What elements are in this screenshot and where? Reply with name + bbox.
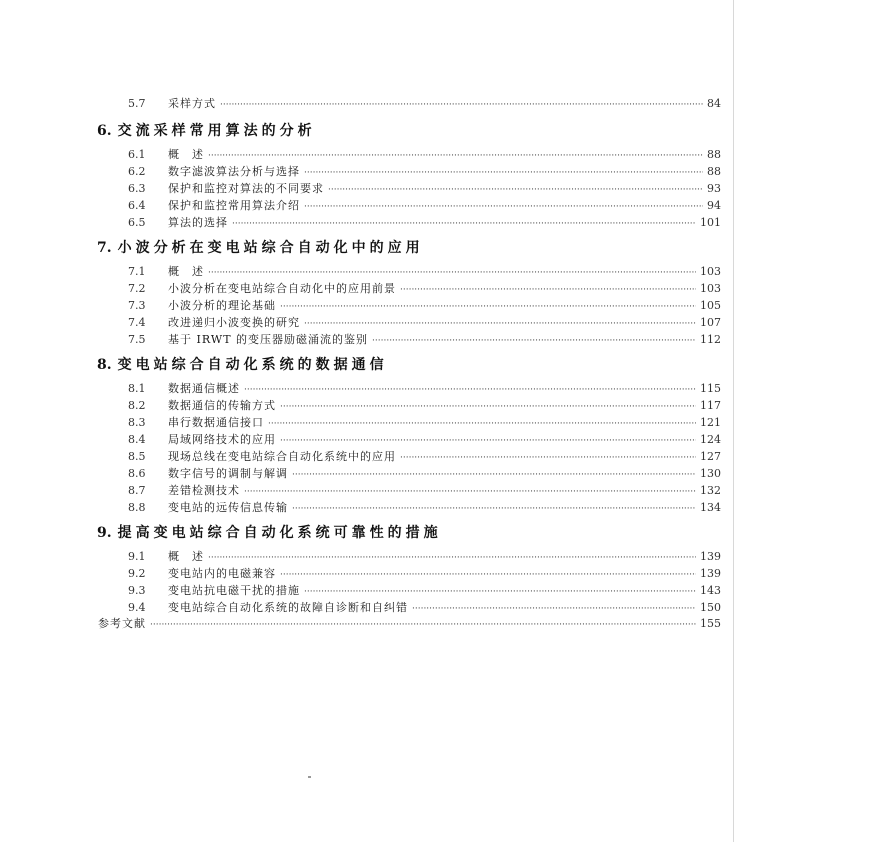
section-title: 数字信号的调制与解调 <box>168 467 288 480</box>
page-number: 139 <box>700 567 721 580</box>
leader-dots <box>280 570 696 580</box>
leader-dots <box>304 587 696 597</box>
page-number: 115 <box>700 382 721 395</box>
chapter-title: 交流采样常用算法的分析 <box>117 123 316 139</box>
leader-dots <box>304 168 703 178</box>
section-title: 算法的选择 <box>168 216 228 229</box>
section-title: 数字滤波算法分析与选择 <box>168 165 300 178</box>
section-number: 7.5 <box>128 333 146 346</box>
scan-edge-line <box>733 0 734 842</box>
section-title: 现场总线在变电站综合自动化系统中的应用 <box>168 450 396 463</box>
leader-dots <box>244 385 696 395</box>
toc-entry-8-5[interactable] <box>128 448 721 464</box>
toc-entry-9-4[interactable] <box>128 599 721 615</box>
toc-entry-9-1[interactable] <box>128 548 721 564</box>
leader-dots <box>304 202 703 212</box>
section-number: 6.1 <box>128 148 146 161</box>
leader-dots <box>412 604 696 614</box>
section-number: 9.1 <box>128 550 146 563</box>
toc-entry-8-3[interactable] <box>128 414 721 430</box>
leader-dots <box>280 402 696 412</box>
page-number: 84 <box>707 97 721 110</box>
section-number: 9.3 <box>128 584 146 597</box>
leader-dots <box>280 436 696 446</box>
section-number: 7.3 <box>128 299 146 312</box>
section-title: 变电站内的电磁兼容 <box>168 567 276 580</box>
section-number: 8.3 <box>128 416 146 429</box>
leader-dots <box>292 504 696 514</box>
page-number: 127 <box>700 450 721 463</box>
toc-entry-7-2[interactable] <box>128 280 721 296</box>
section-title: 概 述 <box>168 148 204 161</box>
toc-entry-9-3[interactable] <box>128 582 721 598</box>
leader-dots <box>372 336 696 346</box>
toc-entry-8-8[interactable] <box>128 499 721 515</box>
section-title: 改进递归小波变换的研究 <box>168 316 300 329</box>
page-number: 112 <box>700 333 721 346</box>
section-number: 8.5 <box>128 450 146 463</box>
toc-entry-7-5[interactable] <box>128 331 721 347</box>
section-title: 保护和监控对算法的不同要求 <box>168 182 324 195</box>
page-number: 139 <box>700 550 721 563</box>
page-number: 88 <box>707 148 721 161</box>
section-number: 8.4 <box>128 433 146 446</box>
chapter-title: 提高变电站综合自动化系统可靠性的措施 <box>117 525 442 541</box>
leader-dots <box>292 470 696 480</box>
section-title: 小波分析的理论基础 <box>168 299 276 312</box>
toc-entry-6-2[interactable] <box>128 163 721 179</box>
section-number: 8.2 <box>128 399 146 412</box>
toc-entry-6-5[interactable] <box>128 214 721 230</box>
page-number: 143 <box>700 584 721 597</box>
section-number: 6.2 <box>128 165 146 178</box>
section-title: 变电站抗电磁干扰的措施 <box>168 584 300 597</box>
page-number: 130 <box>700 467 721 480</box>
section-number: 9.4 <box>128 601 146 614</box>
section-number: 9.2 <box>128 567 146 580</box>
section-number: 8.1 <box>128 382 146 395</box>
leader-dots <box>150 620 696 630</box>
section-number: 7.1 <box>128 265 146 278</box>
section-number: 7.4 <box>128 316 146 329</box>
leader-dots <box>208 268 696 278</box>
section-number: 8.7 <box>128 484 146 497</box>
page-number: 121 <box>700 416 721 429</box>
page-number: 103 <box>700 282 721 295</box>
page-number: 117 <box>700 399 721 412</box>
page-number: 155 <box>700 617 721 630</box>
toc-entry-7-4[interactable] <box>128 314 721 330</box>
section-number: 6.5 <box>128 216 146 229</box>
toc-entry-8-7[interactable] <box>128 482 721 498</box>
page-number: 107 <box>700 316 721 329</box>
chapter-heading-8[interactable] <box>97 354 388 374</box>
section-title: 概 述 <box>168 550 204 563</box>
leader-dots <box>268 419 696 429</box>
page-number: 101 <box>700 216 721 229</box>
chapter-number: 7. <box>97 240 112 256</box>
section-title: 采样方式 <box>168 97 216 110</box>
section-number: 5.7 <box>128 97 146 110</box>
toc-entry-8-2[interactable] <box>128 397 721 413</box>
page-number: 94 <box>707 199 721 212</box>
section-number: 7.2 <box>128 282 146 295</box>
page-number: 103 <box>700 265 721 278</box>
page-number: 150 <box>700 601 721 614</box>
leader-dots <box>400 285 696 295</box>
chapter-number: 8. <box>97 357 112 373</box>
toc-entry-6-1[interactable] <box>128 146 721 162</box>
leader-dots <box>280 302 696 312</box>
chapter-heading-7[interactable] <box>97 237 424 257</box>
leader-dots <box>328 185 703 195</box>
section-title: 概 述 <box>168 265 204 278</box>
section-title: 数据通信的传输方式 <box>168 399 276 412</box>
toc-entry-8-4[interactable] <box>128 431 721 447</box>
section-title: 小波分析在变电站综合自动化中的应用前景 <box>168 282 396 295</box>
chapter-heading-9[interactable] <box>97 522 442 542</box>
leader-dots <box>208 553 696 563</box>
section-title: 变电站综合自动化系统的故障自诊断和自纠错 <box>168 601 408 614</box>
page-number: 88 <box>707 165 721 178</box>
section-number: 6.4 <box>128 199 146 212</box>
toc-entry-6-4[interactable] <box>128 197 721 213</box>
section-title: 差错检测技术 <box>168 484 240 497</box>
page-number: 134 <box>700 501 721 514</box>
toc-entry-6-3[interactable] <box>128 180 721 196</box>
section-title: 保护和监控常用算法介绍 <box>168 199 300 212</box>
toc-entry-references[interactable] <box>98 615 721 631</box>
toc-entry-7-3[interactable] <box>128 297 721 313</box>
leader-dots <box>304 319 696 329</box>
toc-entry-7-1[interactable] <box>128 263 721 279</box>
chapter-number: 9. <box>97 525 112 541</box>
section-number: 6.3 <box>128 182 146 195</box>
chapter-title: 小波分析在变电站综合自动化中的应用 <box>117 240 424 256</box>
page-number: 124 <box>700 433 721 446</box>
leader-dots <box>220 100 703 110</box>
section-title: 变电站的远传信息传输 <box>168 501 288 514</box>
toc-entry-5-7[interactable] <box>128 95 721 111</box>
page-number: 105 <box>700 299 721 312</box>
section-title: 基于 IRWT 的变压器励磁涌流的鉴别 <box>168 333 369 346</box>
chapter-number: 6. <box>97 123 112 139</box>
leader-dots <box>400 453 696 463</box>
page-number: 132 <box>700 484 721 497</box>
chapter-heading-6[interactable] <box>97 120 316 140</box>
page-number: 93 <box>707 182 721 195</box>
section-title: 局域网络技术的应用 <box>168 433 276 446</box>
leader-dots <box>208 151 703 161</box>
leader-dots <box>232 219 696 229</box>
toc-entry-9-2[interactable] <box>128 565 721 581</box>
toc-entry-8-1[interactable] <box>128 380 721 396</box>
toc-entry-8-6[interactable] <box>128 465 721 481</box>
section-title: 数据通信概述 <box>168 382 240 395</box>
scan-speck <box>308 776 311 778</box>
references-title: 参考文献 <box>98 617 146 630</box>
section-title: 串行数据通信接口 <box>168 416 264 429</box>
section-number: 8.6 <box>128 467 146 480</box>
section-number: 8.8 <box>128 501 146 514</box>
leader-dots <box>244 487 696 497</box>
chapter-title: 变电站综合自动化系统的数据通信 <box>117 357 388 373</box>
